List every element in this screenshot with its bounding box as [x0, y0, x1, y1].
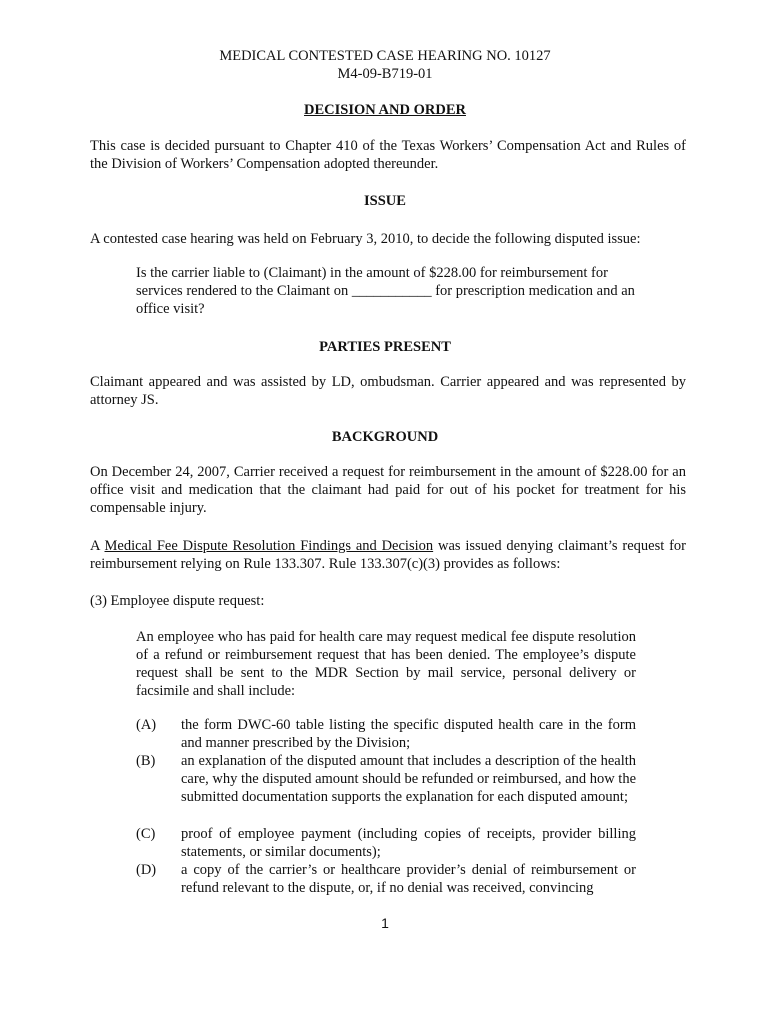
para2-suffix: was issued denying claimant’s request for reimbursement relying on Rule 133.307. Rule 133.307(c)(3) provides as follows: — [90, 538, 687, 572]
mfdr-decision-title: Medical Fee Dispute Resolution Findings and Decision — [104, 538, 434, 554]
page-number: 1 — [381, 915, 389, 931]
docket-number: M4-09-B719-01 — [337, 66, 433, 82]
issue-question: Is the carrier liable to (Claimant) in the amount of $228.00 for reimbursement for services rendered to the Claimant on ___________ for prescription medication and an office visit? — [136, 265, 635, 317]
item-text: an explanation of the disputed amount that includes a description of the health care, why the disputed amount should be refunded or reimbursed, and how the submitted documentation supports the explanation for each disputed amount; — [181, 753, 637, 805]
item-letter: (D) — [136, 862, 157, 878]
item-text: the form DWC-60 table listing the specific disputed health care in the form and manner prescribed by the Division; — [181, 717, 636, 751]
item-letter: (A) — [136, 717, 157, 733]
parties-paragraph: Claimant appeared and was assisted by LD, ombudsman. Carrier appeared and was represented by attorney JS. — [90, 374, 686, 408]
page-title: DECISION AND ORDER — [304, 102, 466, 118]
intro-paragraph: This case is decided pursuant to Chapter 410 of the Texas Workers’ Compensation Act and Rules of the Division of Workers’ Compensation adopted thereunder. — [90, 138, 686, 172]
parties-heading: PARTIES PRESENT — [319, 339, 451, 355]
item-letter: (B) — [136, 753, 156, 769]
background-paragraph-1: On December 24, 2007, Carrier received a request for reimbursement in the amount of $228.00 for an office visit and medication that the claimant had paid for out of his pocket for treatment for his compensable injury. — [90, 464, 686, 516]
background-heading: BACKGROUND — [331, 429, 439, 445]
para2-prefix: A — [90, 538, 105, 554]
item-text: proof of employee payment (including copies of receipts, provider billing statements, or similar documents); — [181, 826, 636, 860]
issue-heading: ISSUE — [364, 193, 406, 209]
rule-quote: An employee who has paid for health care may request medical fee dispute resolution of a refund or reimbursement request that has been denied. The employee’s dispute request shall be sent to the MDR Section by mail service, personal delivery or facsimile and shall include: — [136, 629, 636, 699]
employee-dispute-subheading: (3) Employee dispute request: — [90, 593, 265, 609]
item-text: a copy of the carrier’s or healthcare provider’s denial of reimbursement or refund relevant to the dispute, or, if no denial was received, convincing — [181, 862, 636, 896]
issue-paragraph: A contested case hearing was held on February 3, 2010, to decide the following disputed issue: — [90, 231, 641, 247]
title-wrap — [0, 101, 770, 119]
case-number: MEDICAL CONTESTED CASE HEARING NO. 10127 — [219, 48, 551, 64]
background-paragraph-2 — [90, 537, 686, 573]
item-letter: (C) — [136, 826, 156, 842]
